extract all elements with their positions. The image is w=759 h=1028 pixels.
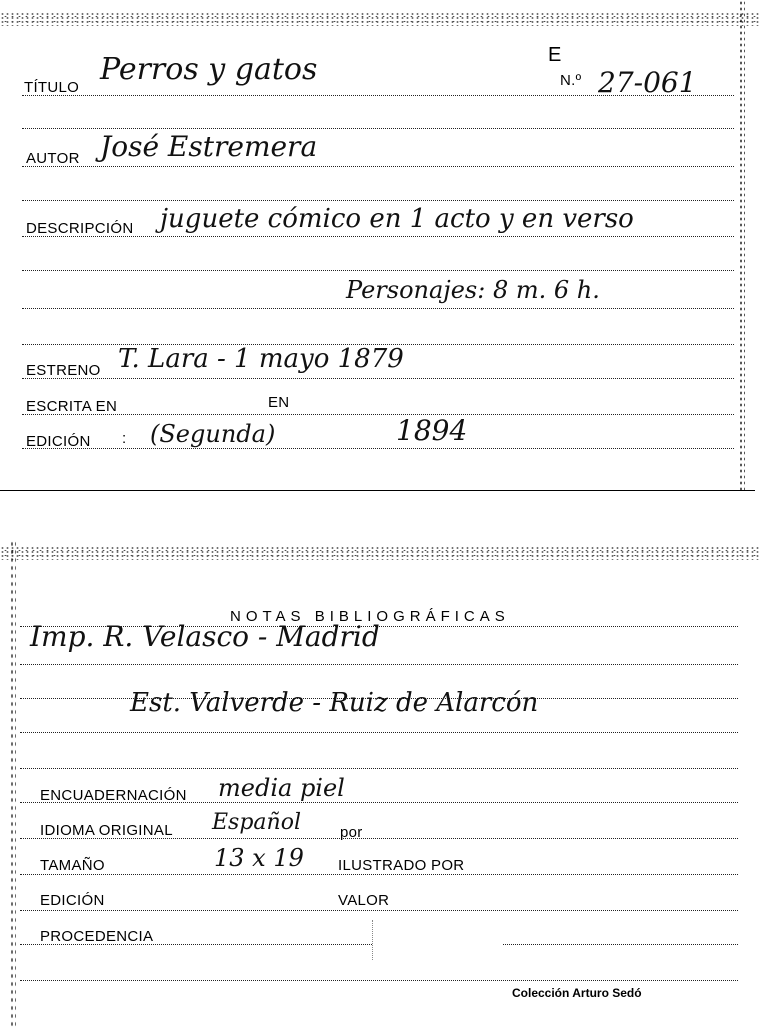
written-en-label: EN (268, 394, 290, 411)
rule-line (20, 768, 738, 769)
rule-line (22, 378, 734, 379)
card-scan-edge (0, 546, 759, 560)
binding-label: ENCUADERNACIÓN (40, 787, 187, 804)
edition-label: EDICIÓN (26, 433, 91, 450)
card-bottom-edge (0, 490, 755, 491)
author-value: José Estremera (100, 130, 318, 163)
rule-line (20, 874, 738, 875)
premiere-value: T. Lara - 1 mayo 1879 (118, 344, 404, 374)
rule-line (22, 200, 734, 201)
premiere-label: ESTRENO (26, 362, 101, 379)
edition-label: EDICIÓN (40, 892, 105, 909)
number-prefix: E (548, 44, 562, 66)
rule-line (22, 414, 734, 415)
rule-line (20, 980, 738, 981)
illustrated-by-label: ILUSTRADO POR (338, 857, 465, 874)
rule-line (22, 448, 734, 449)
provenance-label: PROCEDENCIA (40, 928, 154, 945)
catalog-card-top (0, 0, 759, 492)
rule-line (20, 910, 738, 911)
title-label: TÍTULO (24, 79, 80, 96)
rule-line (20, 732, 738, 733)
edition-colon: : (122, 430, 127, 447)
notes-heading: NOTAS BIBLIOGRÁFICAS (230, 608, 510, 625)
original-language-value: Español (212, 810, 301, 835)
note-line-1: Imp. R. Velasco - Madrid (30, 620, 380, 653)
card-scan-edge (0, 12, 759, 26)
rule-line (22, 128, 734, 129)
rule-line (22, 308, 734, 309)
title-value: Perros y gatos (100, 52, 318, 87)
description-extra: Personajes: 8 m. 6 h. (346, 276, 600, 304)
size-label: TAMAÑO (40, 857, 105, 874)
rule-line (20, 664, 738, 665)
note-line-2: Est. Valverde - Ruiz de Alarcón (130, 688, 539, 718)
original-language-label: IDIOMA ORIGINAL (40, 822, 173, 839)
number-label: N.º (560, 72, 582, 89)
collection-credit: Colección Arturo Sedó (512, 986, 642, 1000)
value-label: VALOR (338, 892, 390, 909)
rule-line (22, 166, 734, 167)
catalog-card-bottom (0, 540, 759, 1028)
number-value: 27-061 (598, 66, 697, 99)
card-scan-edge (739, 0, 745, 492)
description-label: DESCRIPCIÓN (26, 220, 134, 237)
rule-line (22, 270, 734, 271)
erasure-mark (372, 920, 503, 960)
author-label: AUTOR (26, 150, 80, 167)
card-scan-edge (10, 540, 16, 1028)
erasure-mark (318, 388, 382, 414)
binding-value: media piel (218, 774, 345, 802)
description-value: juguete cómico en 1 acto y en verso (160, 204, 634, 234)
edition-year: 1894 (396, 414, 468, 447)
written-in-label: ESCRITA EN (26, 398, 118, 415)
edition-value: (Segunda) (150, 420, 276, 448)
size-value: 13 x 19 (214, 844, 304, 872)
translator-label: por (340, 824, 363, 841)
